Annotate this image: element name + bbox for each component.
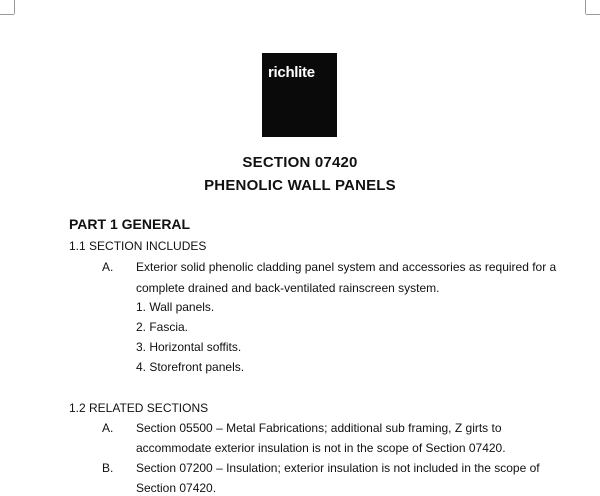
item-text-1-2-b-line-1: Section 07200 – Insulation; exterior insulation is not included in the scope of	[136, 461, 540, 475]
part-1-heading: PART 1 GENERAL	[69, 216, 191, 232]
sub-item-wall-panels: 1. Wall panels.	[136, 300, 215, 314]
crop-mark-top-right-horizontal	[586, 14, 600, 15]
section-1-1-heading: 1.1 SECTION INCLUDES	[69, 239, 207, 253]
item-letter-1-2-a: A.	[102, 421, 114, 435]
richlite-logo	[262, 53, 337, 137]
crop-mark-top-left-vertical	[14, 0, 15, 14]
item-text-1-1-a-line-1: Exterior solid phenolic cladding panel system and accessories as required for a	[136, 260, 557, 274]
crop-mark-top-left-horizontal	[0, 14, 14, 15]
item-text-1-1-a-line-2: complete drained and back-ventilated rainscreen system.	[136, 281, 440, 295]
item-text-1-2-a-line-1: Section 05500 – Metal Fabrications; additional sub framing, Z girts to	[136, 421, 502, 435]
sub-item-fascia: 2. Fascia.	[136, 320, 189, 334]
section-number-title: SECTION 07420	[242, 154, 358, 171]
sub-item-horizontal-soffits: 3. Horizontal soffits.	[136, 340, 242, 354]
sub-item-storefront-panels: 4. Storefront panels.	[136, 360, 245, 374]
item-letter-1-2-b: B.	[102, 461, 114, 475]
section-1-2-heading: 1.2 RELATED SECTIONS	[69, 401, 209, 415]
item-letter-1-1-a: A.	[102, 260, 114, 274]
item-text-1-2-b-line-2: Section 07420.	[136, 481, 217, 495]
item-text-1-2-a-line-2: accommodate exterior insulation is not in the scope of Section 07420.	[136, 441, 506, 455]
crop-mark-top-right-vertical	[585, 0, 586, 14]
section-name-title: PHENOLIC WALL PANELS	[204, 177, 396, 194]
logo-text: richlite	[268, 64, 315, 81]
